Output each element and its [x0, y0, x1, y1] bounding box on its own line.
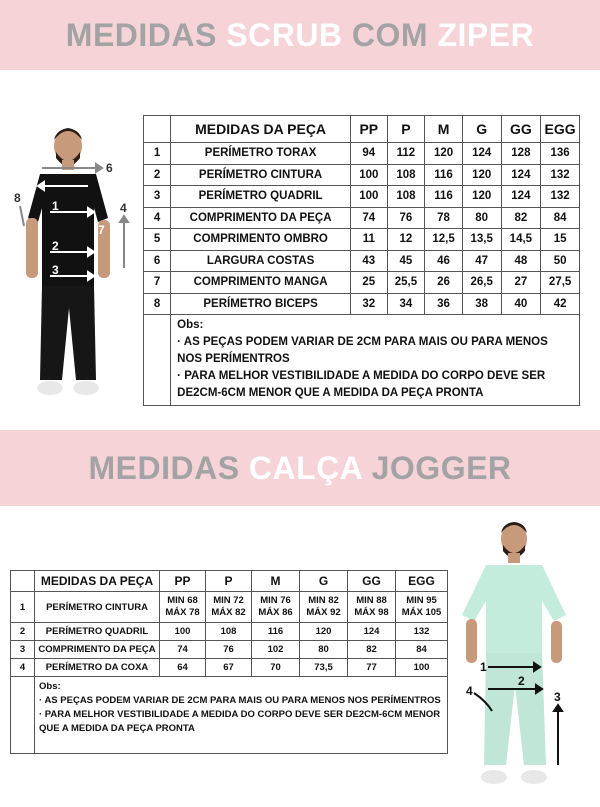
- size-value: 100: [351, 186, 388, 208]
- header-label: MEDIDAS DA PEÇA: [171, 116, 351, 143]
- jogger-title: MEDIDAS CALÇA JOGGER: [88, 449, 512, 486]
- size-value: 32: [351, 293, 388, 315]
- size-value: 27,5: [541, 272, 580, 294]
- size-value: 116: [425, 164, 463, 186]
- size-egg: EGG: [541, 116, 580, 143]
- row-number: 6: [144, 250, 171, 272]
- size-value: 108: [206, 623, 252, 641]
- row-label: LARGURA COSTAS: [171, 250, 351, 272]
- size-value: 77: [348, 659, 396, 677]
- size-value: 25: [351, 272, 388, 294]
- size-value: 42: [541, 293, 580, 315]
- marker-6: 6: [106, 161, 113, 175]
- row-label: PERÍMETRO QUADRIL: [35, 623, 160, 641]
- size-value: 70: [252, 659, 300, 677]
- size-value: 67: [206, 659, 252, 677]
- table-row: [144, 164, 580, 186]
- size-value: 132: [541, 164, 580, 186]
- table-header-row: [144, 116, 580, 143]
- table-row: [144, 293, 580, 315]
- size-value: 14,5: [501, 229, 541, 251]
- size-value: 45: [387, 250, 425, 272]
- size-value: 38: [462, 293, 501, 315]
- row-number: 5: [144, 229, 171, 251]
- size-value: 128: [501, 143, 541, 165]
- jogger-title-banner: [0, 430, 600, 506]
- size-pp: PP: [160, 571, 206, 592]
- size-value: MIN 82 MÁX 92: [300, 592, 348, 623]
- size-value: 80: [300, 641, 348, 659]
- table-row: [144, 250, 580, 272]
- size-value: 80: [462, 207, 501, 229]
- size-value: 100: [351, 164, 388, 186]
- row-number: 7: [144, 272, 171, 294]
- table-row: [144, 143, 580, 165]
- size-pp: PP: [351, 116, 388, 143]
- obs-note: Obs: · AS PEÇAS PODEM VARIAR DE 2CM PARA MAIS OU PARA MENOS NOS PERÍMENTROS · PARA MELHOR VESTIBILIDADE A MEDIDA DO CORPO DEVE SER DE2CM-6CM MENOR QUE A MEDIDA DA PEÇA PRONTA: [171, 315, 580, 406]
- table-row: [11, 659, 448, 677]
- size-value: 82: [348, 641, 396, 659]
- size-value: 100: [396, 659, 448, 677]
- size-value: 84: [541, 207, 580, 229]
- size-gg: GG: [348, 571, 396, 592]
- size-value: 76: [387, 207, 425, 229]
- marker-1: 1: [52, 199, 59, 213]
- table-row: [11, 623, 448, 641]
- size-p: P: [206, 571, 252, 592]
- jogger-model-figure: [458, 515, 593, 805]
- size-value: 50: [541, 250, 580, 272]
- row-number: 8: [144, 293, 171, 315]
- marker-4: 4: [120, 201, 127, 215]
- size-value: 12: [387, 229, 425, 251]
- row-number: 4: [11, 659, 35, 677]
- size-value: 13,5: [462, 229, 501, 251]
- size-value: 132: [396, 623, 448, 641]
- row-label: COMPRIMENTO MANGA: [171, 272, 351, 294]
- size-value: 26: [425, 272, 463, 294]
- row-label: PERÍMETRO TORAX: [171, 143, 351, 165]
- obs-row: [144, 315, 580, 406]
- row-number: 1: [11, 592, 35, 623]
- size-value: MIN 95 MÁX 105: [396, 592, 448, 623]
- scrub-title-banner: [0, 0, 600, 70]
- size-value: 94: [351, 143, 388, 165]
- size-value: 120: [425, 143, 463, 165]
- row-label: PERÍMETRO CINTURA: [171, 164, 351, 186]
- table-row: [11, 592, 448, 623]
- size-value: 120: [300, 623, 348, 641]
- size-value: 102: [252, 641, 300, 659]
- obs-row: [11, 677, 448, 754]
- marker-3: 3: [554, 690, 561, 704]
- marker-2: 2: [52, 239, 59, 253]
- size-value: 74: [160, 641, 206, 659]
- size-value: 12,5: [425, 229, 463, 251]
- size-value: 120: [462, 164, 501, 186]
- size-value: 26,5: [462, 272, 501, 294]
- size-value: 15: [541, 229, 580, 251]
- size-value: 82: [501, 207, 541, 229]
- marker-1: 1: [480, 660, 487, 674]
- size-g: G: [462, 116, 501, 143]
- row-label: COMPRIMENTO DA PEÇA: [171, 207, 351, 229]
- size-value: 40: [501, 293, 541, 315]
- row-number: 3: [11, 641, 35, 659]
- size-g: G: [300, 571, 348, 592]
- row-label: PERÍMETRO DA COXA: [35, 659, 160, 677]
- size-value: 74: [351, 207, 388, 229]
- size-value: 76: [206, 641, 252, 659]
- size-value: 34: [387, 293, 425, 315]
- size-value: 73,5: [300, 659, 348, 677]
- size-value: 124: [348, 623, 396, 641]
- size-value: 108: [387, 186, 425, 208]
- size-value: 124: [501, 164, 541, 186]
- row-number: 4: [144, 207, 171, 229]
- marker-4: 4: [466, 684, 473, 698]
- row-number: 2: [144, 164, 171, 186]
- size-p: P: [387, 116, 425, 143]
- size-gg: GG: [501, 116, 541, 143]
- marker-3: 3: [52, 263, 59, 277]
- size-value: 120: [462, 186, 501, 208]
- size-value: 116: [425, 186, 463, 208]
- size-value: 124: [501, 186, 541, 208]
- size-value: 136: [541, 143, 580, 165]
- size-value: 124: [462, 143, 501, 165]
- size-value: 84: [396, 641, 448, 659]
- size-m: M: [252, 571, 300, 592]
- size-value: MIN 72 MÁX 82: [206, 592, 252, 623]
- table-row: [144, 229, 580, 251]
- table-row: [144, 272, 580, 294]
- header-label: MEDIDAS DA PEÇA: [35, 571, 160, 592]
- size-value: 11: [351, 229, 388, 251]
- row-label: COMPRIMENTO OMBRO: [171, 229, 351, 251]
- table-row: [144, 207, 580, 229]
- row-label: PERÍMETRO CINTURA: [35, 592, 160, 623]
- size-value: 108: [387, 164, 425, 186]
- scrub-model-figure: [10, 118, 135, 410]
- jogger-size-table: [10, 570, 448, 754]
- row-label: PERÍMETRO QUADRIL: [171, 186, 351, 208]
- size-value: 78: [425, 207, 463, 229]
- row-number: 2: [11, 623, 35, 641]
- size-egg: EGG: [396, 571, 448, 592]
- obs-note: Obs: · AS PEÇAS PODEM VARIAR DE 2CM PARA MAIS OU PARA MENOS NOS PERÍMENTROS · PARA MELHOR VESTIBILIDADE A MEDIDA DO CORPO DEVE SER DE2CM-6CM MENOR QUE A MEDIDA DA PEÇA PRONTA: [35, 677, 448, 754]
- scrub-title: MEDIDAS SCRUB COM ZIPER: [65, 16, 535, 53]
- size-value: MIN 68 MÁX 78: [160, 592, 206, 623]
- size-value: 25,5: [387, 272, 425, 294]
- table-row: [11, 641, 448, 659]
- size-value: 47: [462, 250, 501, 272]
- size-m: M: [425, 116, 463, 143]
- marker-7: 7: [98, 223, 105, 237]
- size-value: 36: [425, 293, 463, 315]
- size-value: 46: [425, 250, 463, 272]
- scrub-size-table: [143, 115, 580, 406]
- row-number: 1: [144, 143, 171, 165]
- size-value: 48: [501, 250, 541, 272]
- row-label: PERÍMETRO BICEPS: [171, 293, 351, 315]
- size-value: 132: [541, 186, 580, 208]
- size-value: MIN 76 MÁX 86: [252, 592, 300, 623]
- table-row: [144, 186, 580, 208]
- size-value: 43: [351, 250, 388, 272]
- marker-2: 2: [518, 674, 525, 688]
- size-value: 27: [501, 272, 541, 294]
- row-number: 3: [144, 186, 171, 208]
- size-value: MIN 88 MÁX 98: [348, 592, 396, 623]
- marker-8: 8: [14, 191, 21, 205]
- marker-5: 5: [30, 179, 37, 193]
- size-value: 116: [252, 623, 300, 641]
- size-value: 64: [160, 659, 206, 677]
- size-value: 112: [387, 143, 425, 165]
- table-header-row: [11, 571, 448, 592]
- row-label: COMPRIMENTO DA PEÇA: [35, 641, 160, 659]
- size-value: 100: [160, 623, 206, 641]
